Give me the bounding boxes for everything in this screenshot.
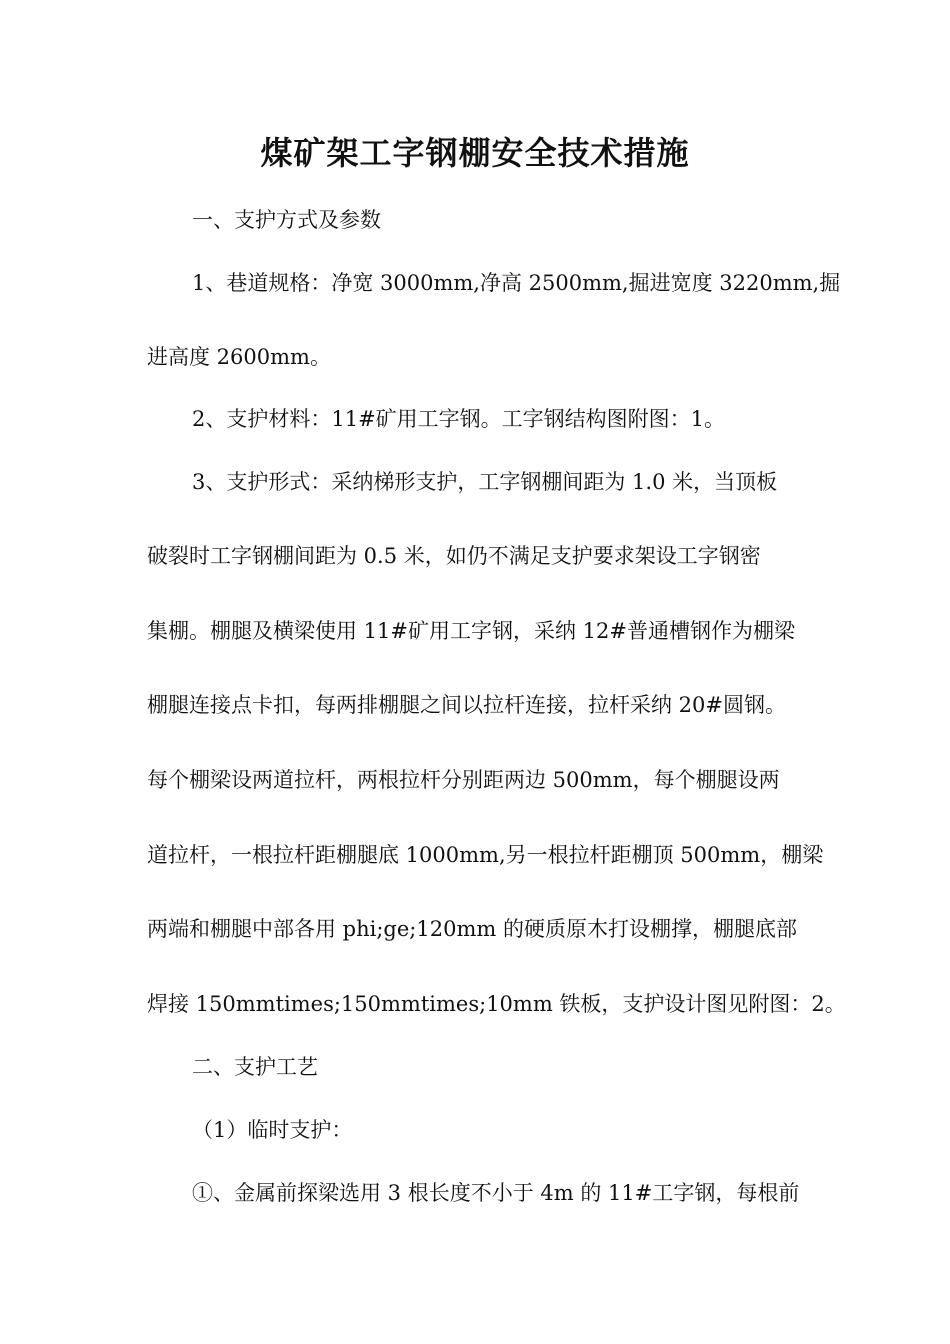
paragraph-line: 道拉杆，一根拉杆距棚腿底 1000mm,另一根拉杆距棚顶 500mm，棚梁 [147,843,824,867]
paragraph-line: 集棚。棚腿及横梁使用 11#矿用工字钢，采纳 12#普通槽钢作为棚梁 [147,619,795,643]
paragraph-line: 棚腿连接点卡扣，每两排棚腿之间以拉杆连接，拉杆采纳 20#圆钢。 [147,693,786,717]
paragraph-line: 焊接 150mmtimes;150mmtimes;10mm 铁板，支护设计图见附图：2。 [147,992,846,1016]
paragraph-line: 破裂时工字钢棚间距为 0.5 米，如仍不满足支护要求架设工字钢密 [147,544,761,568]
paragraph-line: 3、支护形式：采纳梯形支护，工字钢棚间距为 1.0 米，当顶板 [192,470,778,494]
paragraph-line: 1、巷道规格：净宽 3000mm,净高 2500mm,掘进宽度 3220mm,掘 [192,271,841,295]
document-title: 煤矿架工字钢棚安全技术措施 [260,134,690,172]
paragraph-line: 进高度 2600mm。 [147,345,331,369]
section-heading-2: 二、支护工艺 [192,1055,318,1079]
subsection-heading: （1）临时支护： [192,1118,353,1142]
paragraph-line: 每个棚梁设两道拉杆，两根拉杆分别距两边 500mm，每个棚腿设两 [147,768,780,792]
paragraph-line: 2、支护材料：11#矿用工字钢。工字钢结构图附图：1。 [192,407,726,431]
section-heading-1: 一、支护方式及参数 [192,208,381,232]
paragraph-line: 两端和棚腿中部各用 phi;ge;120mm 的硬质原木打设棚撑，棚腿底部 [147,917,797,941]
paragraph-line: ①、金属前探梁选用 3 根长度不小于 4m 的 11#工字钢，每根前 [192,1181,800,1205]
